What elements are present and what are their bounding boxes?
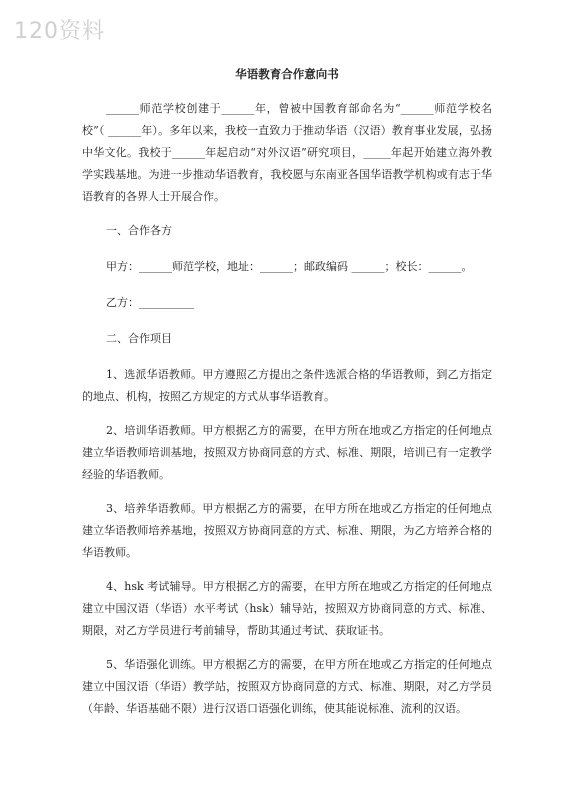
project-item: 1、选派华语教师。甲方遵照乙方提出之条件选派合格的华语教师，到乙方指定的地点、机构，按照乙方规定的方式从事华语教育。 bbox=[82, 368, 492, 403]
project-item: 3、培养华语教师。甲方根据乙方的需要，在甲方所在地或乙方指定的任何地点建立华语教师培养基地，按照双方协商同意的方式、标准、期限，为乙方培养合格的华语教师。 bbox=[82, 502, 492, 559]
party-b-line: 乙方：__________ bbox=[106, 296, 194, 309]
project-item: 2、培训华语教师。甲方根据乙方的需要，在甲方所在地或乙方指定的任何地点建立华语教师培训基地，按照双方协商同意的方式、标准、期限，培训已有一定教学经验的华语教师。 bbox=[82, 424, 492, 481]
document-page bbox=[82, 66, 492, 732]
project-item: 4、hsk 考试辅导。甲方根据乙方的需要，在甲方所在地或乙方指定的任何地点建立中国汉语（华语）水平考试（hsk）辅导站，按照双方协商同意的方式、标准、期限，对乙方学员进行考前辅导，帮助其通过考试、获取证书。 bbox=[82, 580, 492, 637]
intro-paragraph: ______师范学校创建于______年，曾被中国教育部命名为“______师范学校名校”（ ______年）。多年以来，我校一直致力于推动华语（汉语）教育事业发展，弘扬中华文化。我校于______年起启动“对外汉语”研究项目，_____年起开始建立海外教学实践基地。为进一步推动华语教育，我校愿与东南亚各国华语教学机构或有志于华语教育的各界人士开展合作。 bbox=[82, 102, 492, 203]
party-a-line: 甲方：______师范学校，地址：______；邮政编码 ______；校长：______。 bbox=[106, 260, 473, 273]
document-title: 华语教育合作意向书 bbox=[235, 67, 339, 81]
project-item: 5、华语强化训练。甲方根据乙方的需要，在甲方所在地或乙方指定的任何地点建立中国汉语（华语）教学站，按照双方协商同意的方式、标准、期限，对乙方学员（年龄、华语基础不限）进行汉语口语强化训练，使其能说标准、流利的汉语。 bbox=[82, 658, 492, 715]
section-heading-projects: 二、合作项目 bbox=[106, 332, 172, 345]
watermark-logo: 120资料 bbox=[14, 19, 105, 44]
section-heading-parties: 一、合作各方 bbox=[106, 224, 172, 237]
